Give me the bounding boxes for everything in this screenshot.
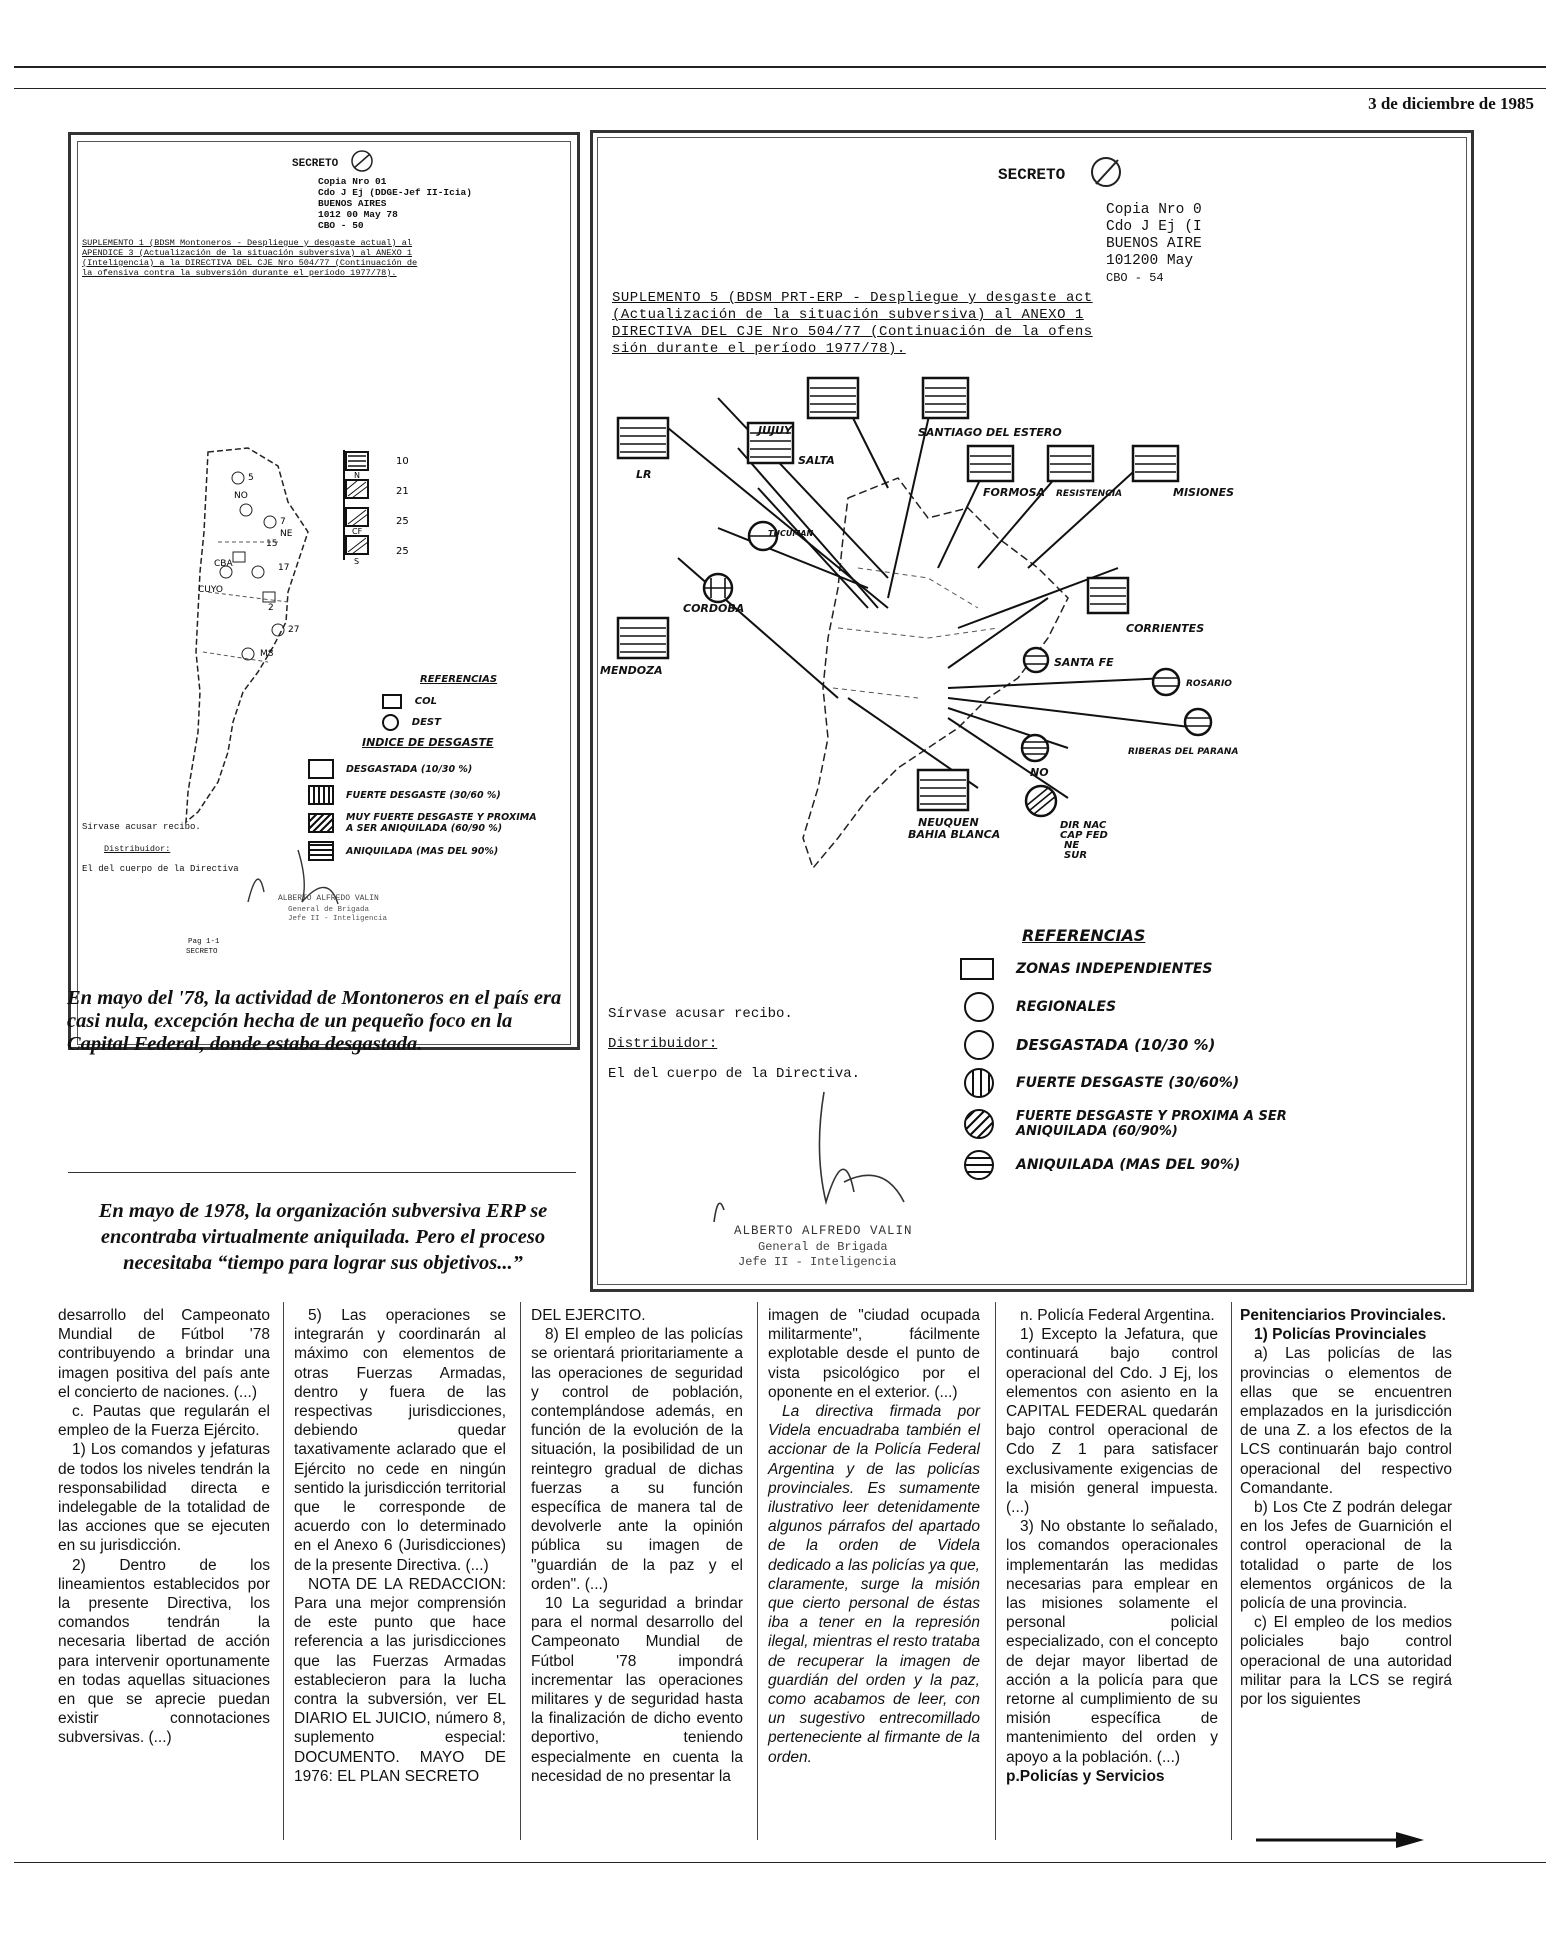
- right-title-block: [612, 290, 1093, 358]
- map-marker: [240, 504, 252, 516]
- text-column-5: [1006, 1306, 1218, 1786]
- label-mendoza: MENDOZA: [600, 664, 663, 677]
- left-ref-dest: DEST: [382, 714, 441, 731]
- column-paragraph: 3) No obstante lo señalado, los comandos operacionales implementarán las medidas necesarias para emplear en las misiones solamente el personal policial especializado, con el concepto de dejar mayor libertad de acción a la policía para que retorne al cumplimiento de su misión específica de mantenimiento del orden y apoyo a la población. (...): [1006, 1518, 1218, 1766]
- column-paragraph: b) Los Cte Z podrán delegar en los Jefes de Guarnición el control operacional de la totalidad o parte de los elementos orgánicos de la policía de una provincia.: [1240, 1499, 1452, 1613]
- right-ref-title: REFERENCIAS: [1022, 926, 1146, 945]
- column-paragraph: imagen de "ciudad ocupada militarmente", fácilmente explotable desde el punto de vista psicológico por el oponente en el exterior. (...): [768, 1307, 980, 1401]
- right-title-line: SUPLEMENTO 5 (BDSM PRT-ERP - Despliegue y desgaste act: [612, 290, 1093, 306]
- left-copia-line: Copia Nro 01: [318, 176, 387, 187]
- column-paragraph: a) Las policías de las provincias o elementos de ellas que se encuentren emplazados en la jurisdicción de una Z. a los efectos de la LCS continuarán bajo control operacional del respectivo Comandante.: [1240, 1345, 1452, 1497]
- indice-item: DESGASTADA (10/30 %): [308, 756, 546, 782]
- right-stamp-icon: [1084, 152, 1128, 192]
- left-distribuidor: Distribuidor:: [104, 844, 171, 854]
- left-pag-secreto: SECRETO: [186, 948, 218, 956]
- column-paragraph: 10 La seguridad a brindar para el normal desarrollo del Campeonato Mundial de Fútbol '78 impondrá incrementar las operaciones militares y de seguridad hasta la finalización de dicho evento deportivo, teniendo especialmente en cuenta la necesidad de no presentar la: [531, 1595, 743, 1785]
- map-label: 2: [268, 603, 274, 613]
- left-sig-sub: General de Brigada Jefe II - Inteligencia: [288, 906, 388, 923]
- text-column-2: [294, 1306, 506, 1786]
- left-stamp-icon: [348, 148, 376, 174]
- right-copia-line: CBO - 54: [1106, 271, 1164, 285]
- indice-item: FUERTE DESGASTE (30/60 %): [308, 782, 546, 808]
- text-column-6: [1240, 1306, 1452, 1709]
- column-paragraph: desarrollo del Campeonato Mundial de Fútbol '78 contribuyendo a brindar una imagen positiva del país ante el concierto de naciones. (...): [58, 1307, 270, 1401]
- map-label: 27: [288, 625, 300, 635]
- column-divider: [1231, 1302, 1232, 1840]
- label-salta: SALTA: [798, 454, 835, 467]
- map-label: NO: [234, 491, 248, 501]
- circle-parana: [1185, 709, 1211, 735]
- page-date: 3 de diciembre de 1985: [1368, 94, 1534, 113]
- desgastada-box-icon: [308, 759, 334, 779]
- map-label: CUYO: [198, 585, 223, 595]
- left-copia-line: BUENOS AIRES: [318, 198, 387, 209]
- desgastada-circle-icon: [964, 1030, 994, 1060]
- map-marker: [272, 624, 284, 636]
- column-paragraph: NOTA DE LA REDACCION: Para una mejor comprensión de este punto que hace referencia a las jurisdicciones que las Fuerzas Armadas establecieron para la lucha contra la subversión, ver EL DIARIO EL JUICIO, número 8, suplemento especial: DOCUMENTO. MAYO DE 1976: EL PLAN SECRETO: [294, 1575, 506, 1785]
- map-marker: [232, 472, 244, 484]
- left-copia-line: 1012 00 May 78: [318, 209, 398, 220]
- column-paragraph: p.Policías y Servicios: [1006, 1767, 1165, 1785]
- right-copia-line: BUENOS AIRE: [1106, 236, 1202, 252]
- left-cuerpo: El del cuerpo de la Directiva: [82, 864, 239, 874]
- column-divider: [283, 1302, 284, 1840]
- ref-item: ANIQUILADA (MAS DEL 90%): [960, 1146, 1306, 1184]
- left-acuse: Sírvase acusar recibo.: [82, 822, 201, 832]
- left-title-line: la ofensiva contra la subversión durante el período 1977/78).: [82, 268, 397, 278]
- column-paragraph: 2) Dentro de los lineamientos establecidos por la presente Directiva, los comandos tendrán la necesaria libertad de acción para intervenir oportunamente en todas aquellas situaciones en que se aprecie puedan existir connotaciones subversivas. (...): [58, 1556, 270, 1747]
- label-santiago: SANTIAGO DEL ESTERO: [918, 426, 1062, 439]
- label-corrientes: CORRIENTES: [1126, 622, 1205, 635]
- ref-item: ZONAS INDEPENDIENTES: [960, 950, 1306, 988]
- column-divider: [995, 1302, 996, 1840]
- fuerte-desgaste-box-icon: [308, 785, 334, 805]
- label-misiones: MISIONES: [1173, 486, 1235, 499]
- dest-circle-icon: [382, 714, 399, 731]
- right-copia-block: [1106, 202, 1202, 287]
- label-tucuman: TUCUMAN: [768, 529, 814, 538]
- left-ref-title: REFERENCIAS: [420, 674, 498, 685]
- map-label: 17: [278, 563, 290, 573]
- caption-montoneros: En mayo del '78, la actividad de Montoneros en el país era casi nula, excepción hecha de un pequeño foco en la Capital Federal, donde estaba desgastada.: [67, 987, 562, 1055]
- map-marker: [264, 516, 276, 528]
- right-sig-sub: General de Brigada Jefe II - Inteligencia: [738, 1240, 897, 1269]
- left-copia-block: [318, 176, 472, 231]
- left-ref-col: COL: [382, 694, 437, 709]
- text-column-3: [531, 1306, 743, 1786]
- right-cuerpo: El del cuerpo de la Directiva.: [608, 1066, 861, 1082]
- right-secreto: SECRETO: [998, 166, 1066, 184]
- ref-item: DESGASTADA (10/30 %): [960, 1026, 1306, 1064]
- zone-key-letter: S: [354, 557, 360, 566]
- zone-key-value: 21: [396, 486, 409, 497]
- label-bahia: BAHIA BLANCA: [908, 828, 1001, 841]
- map-label: NE: [280, 529, 293, 539]
- column-paragraph: n. Policía Federal Argentina.: [1020, 1307, 1215, 1324]
- right-signature: ALBERTO ALFREDO VALIN: [734, 1224, 913, 1238]
- zone-key-letter: CF: [352, 527, 363, 536]
- left-signature: ALBERTO ALFREDO VALIN: [278, 894, 379, 903]
- top-rule: [14, 66, 1546, 68]
- right-ref-list: [960, 950, 1306, 1184]
- map-label: M8: [260, 649, 274, 659]
- ref-item: FUERTE DESGASTE Y PROXIMA A SER ANIQUILADA (60/90%): [960, 1102, 1306, 1146]
- indice-item: ANIQUILADA (MAS DEL 90%): [308, 838, 546, 864]
- label-dir: DIR NAC: [1060, 820, 1107, 831]
- column-paragraph: 5) Las operaciones se integrarán y coordinarán al máximo con elementos de otras Fuerzas Armadas, dentro y fuera de las respectivas jurisdicciones, debiendo quedar taxativamente aclarado que el Ejército no cede en ningún sentido la jurisdicción territorial que le corresponde de acuerdo con lo determinado en el Anexo 6 (Jurisdicciones) de la presente Directiva. (...): [294, 1307, 506, 1574]
- column-paragraph: La directiva firmada por Videla encuadraba también el accionar de la Policía Federal Argentina y de las policías provinciales. Es sumamente ilustrativo leer detenidamente algunos párrafos del apartado de la orden de Videla dedicado a las policías ya que, claramente, surge la misión que cierto personal de éstas iba a tener en la represión ilegal, mientras el resto trataba de recuperar la imagen de guardián del orden y la paz, como acabamos de leer, con un sugestivo entrecomillado perteneciente al firmante de la orden.: [768, 1403, 980, 1766]
- zone-key-letter: N: [354, 471, 360, 480]
- montoneros-document-page: [77, 141, 571, 1045]
- montoneros-document-frame: [67, 132, 580, 1055]
- map-marker: [252, 566, 264, 578]
- label-dir: SUR: [1064, 850, 1088, 861]
- label-jujuy: JUJUY: [758, 424, 793, 437]
- left-secreto: SECRETO: [292, 158, 339, 170]
- map-label: 5: [248, 473, 254, 483]
- label-rosario: ROSARIO: [1186, 679, 1232, 689]
- right-copia-line: Copia Nro 0: [1106, 202, 1202, 218]
- left-title-line: SUPLEMENTO 1 (BDSM Montoneros - Despliegue y desgaste actual) al: [82, 238, 413, 248]
- column-paragraph: c) El empleo de los medios policiales bajo control operacional de una autoridad militar para la LCS se regirá por los siguientes: [1240, 1614, 1452, 1709]
- left-copia-line: Cdo J Ej (DDGE-Jef II-Icia): [318, 187, 472, 198]
- proxima-circle-icon: [964, 1109, 994, 1139]
- column-paragraph: 1) Excepto la Jefatura, que continuará bajo control operacional del Cdo. J Ej, los elementos con asiento en la CAPITAL FEDERAL quedarán bajo control operacional de Cdo Z 1 para satisfacer exclusivamente exigencias de la misión general impuesta. (...): [1006, 1326, 1218, 1517]
- right-signature-icon: [694, 1082, 954, 1232]
- column-paragraph: 1) Policías Provinciales: [1254, 1326, 1427, 1344]
- text-column-1: [58, 1306, 270, 1748]
- erp-map: [598, 368, 1468, 888]
- column-paragraph: DEL EJERCITO.: [531, 1307, 646, 1324]
- right-acuse: Sírvase acusar recibo.: [608, 1006, 793, 1022]
- right-title-line: (Actualización de la situación subversiva) al ANEXO 1: [612, 307, 1084, 323]
- erp-document-page: [597, 137, 1467, 1285]
- right-title-line: sión durante el período 1977/78).: [612, 341, 906, 357]
- circle-santafe: [1024, 648, 1048, 672]
- label-parana: RIBERAS DEL PARANA: [1128, 747, 1239, 757]
- label-resistencia: RESISTENCIA: [1056, 489, 1123, 499]
- montoneros-zone-key: [336, 442, 466, 592]
- zone-key-value: 25: [396, 516, 409, 527]
- right-distribuidor: Distribuidor:: [608, 1036, 718, 1052]
- column-divider: [757, 1302, 758, 1840]
- second-rule: [14, 88, 1546, 89]
- map-label: CBA: [214, 559, 233, 569]
- column-paragraph: Penitenciarios Provinciales.: [1240, 1307, 1446, 1324]
- ref-item: FUERTE DESGASTE (30/60%): [960, 1064, 1306, 1102]
- label-santafe: SANTA FE: [1054, 656, 1114, 669]
- map-marker: [242, 648, 254, 660]
- caption-divider: [68, 1172, 576, 1173]
- zone-key-value: 10: [396, 456, 409, 467]
- right-copia-line: Cdo J Ej (I: [1106, 219, 1202, 235]
- bottom-rule: [14, 1862, 1546, 1863]
- left-title-line: (Inteligencia) a la DIRECTIVA DEL CJE Nro 504/77 (Continuación de: [82, 258, 418, 268]
- map-label: 7: [280, 517, 286, 527]
- column-divider: [520, 1302, 521, 1840]
- erp-document-frame: [590, 130, 1474, 1292]
- text-column-4: [768, 1306, 980, 1767]
- right-copia-line: 101200 May: [1106, 253, 1194, 269]
- right-title-line: DIRECTIVA DEL CJE Nro 504/77 (Continuación de la ofens: [612, 324, 1093, 340]
- circle-rosario: [1153, 669, 1179, 695]
- caption-erp: En mayo de 1978, la organización subversiva ERP se encontraba virtualmente aniquilada. Pero el proceso necesitaba “tiempo para lograr sus objetivos...”: [98, 1200, 548, 1274]
- aniquilada-circle-icon: [964, 1150, 994, 1180]
- continue-arrow-icon: [1256, 1830, 1426, 1850]
- label-no: NO: [1030, 766, 1049, 779]
- left-copia-line: CBO - 50: [318, 220, 364, 231]
- indice-item: MUY FUERTE DESGASTE Y PROXIMA A SER ANIQUILADA (60/90 %): [308, 808, 546, 838]
- left-title-line: APENDICE 3 (Actualización de la situación subversiva) al ANEXO 1: [82, 248, 413, 258]
- map-label: 15: [266, 539, 278, 549]
- zonas-box-icon: [960, 958, 994, 980]
- left-pag: Pag 1-1: [188, 938, 220, 946]
- ref-item: REGIONALES: [960, 988, 1306, 1026]
- column-paragraph: 8) El empleo de las policías se orientará prioritariamente a las operaciones de seguridad y control de población, contemplándose además, en función de la evolución de la situación, la posibilidad de un reintegro gradual de dichas fuerzas a su función específica de manera tal de devolverle ante la opinión pública su imagen de "guardián de la paz y el orden". (...): [531, 1326, 743, 1593]
- label-lr: LR: [636, 468, 652, 481]
- regionales-circle-icon: [964, 992, 994, 1022]
- label-cordoba: CORDOBA: [683, 602, 745, 615]
- zone-key-value: 25: [396, 546, 409, 557]
- col-box-icon: [382, 694, 402, 709]
- left-indice-title: INDICE DE DESGASTE: [362, 736, 494, 749]
- column-paragraph: 1) Los comandos y jefaturas de todos los niveles tendrán la responsabilidad directa e indelegable de la totalidad de las acciones que se ejecuten en su jurisdicción.: [58, 1441, 270, 1555]
- fuerte-circle-icon: [964, 1068, 994, 1098]
- map-marker: [233, 552, 245, 562]
- label-dir: CAP FED: [1060, 830, 1108, 841]
- left-title-block: [82, 238, 417, 278]
- label-neuquen: NEUQUEN: [918, 816, 979, 829]
- label-dir: NE: [1064, 840, 1080, 851]
- column-paragraph: c. Pautas que regularán el empleo de la Fuerza Ejército.: [58, 1403, 270, 1440]
- label-formosa: FORMOSA: [983, 486, 1046, 499]
- muy-fuerte-box-icon: [308, 813, 334, 833]
